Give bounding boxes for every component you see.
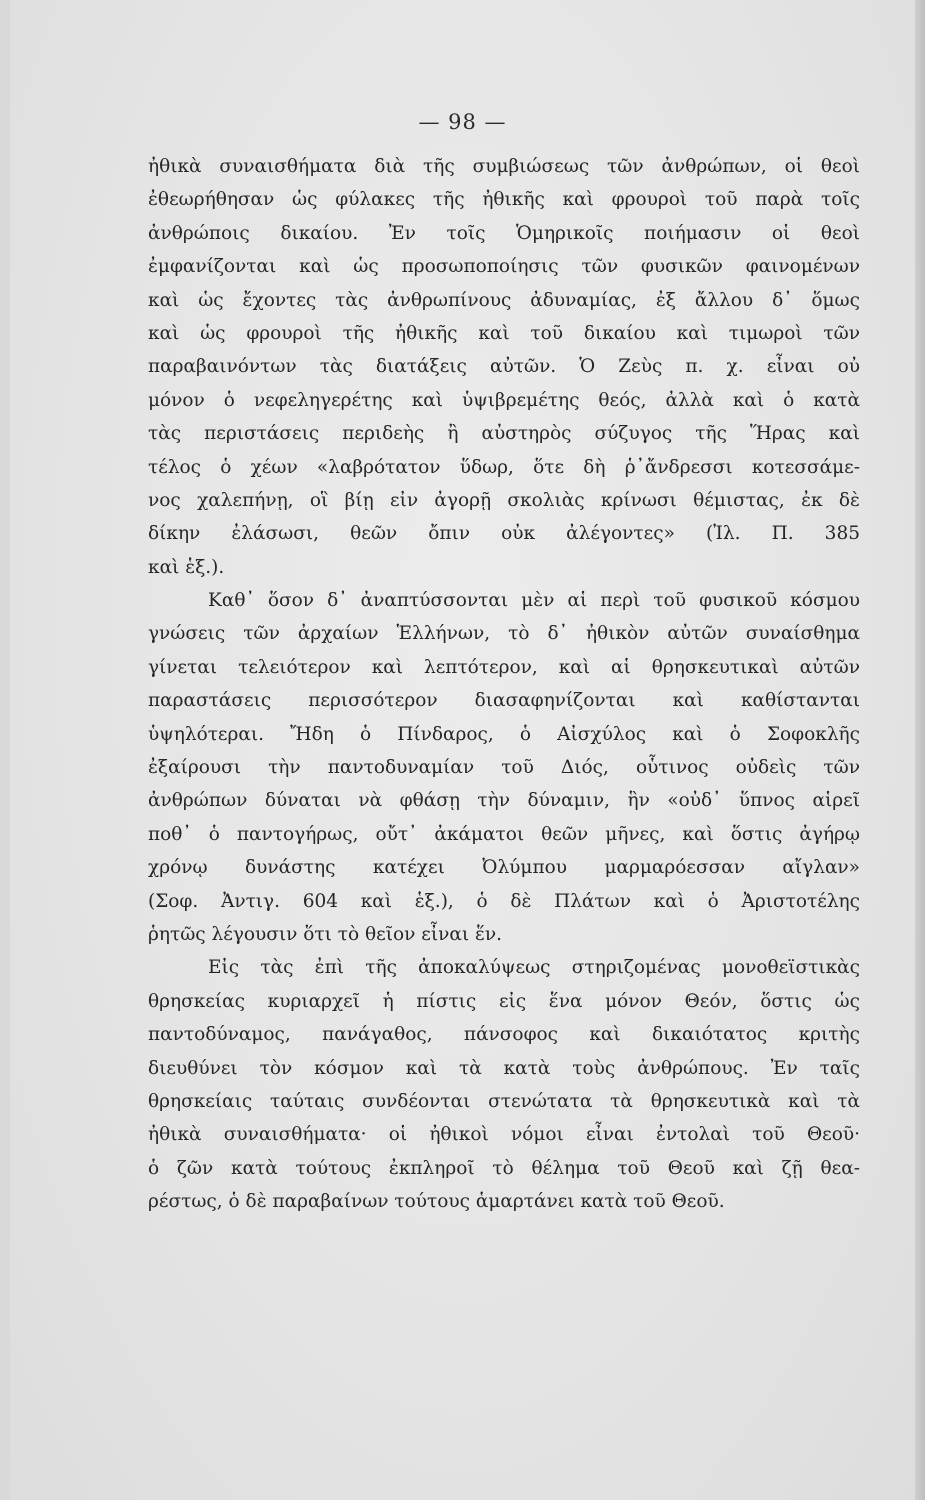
text-line: ῥητῶς λέγουσιν ὅτι τὸ θεῖον εἶναι ἕν. [148, 923, 503, 945]
text-line: καὶ ὡς φρουροὶ τῆς ἠθικῆς καὶ τοῦ δικαίου καὶ τιμωροὶ τῶν [148, 322, 860, 344]
text-line: γνώσεις τῶν ἀρχαίων Ἑλλήνων, τὸ δ᾿ ἠθικὸν αὐτῶν συναίσθημα [148, 623, 860, 645]
text-line: μόνον ὁ νεφεληγερέτης καὶ ὑψιβρεμέτης θεός, ἀλλὰ καὶ ὁ κατὰ [148, 389, 860, 411]
text-line: Εἰς τὰς ἐπὶ τῆς ἀποκαλύψεως στηριζομένας μονοθεϊστικὰς [208, 957, 860, 979]
book-page [10, 0, 915, 1500]
text-line: γίνεται τελειότερον καὶ λεπτότερον, καὶ αἱ θρησκευτικαὶ αὐτῶν [148, 656, 860, 678]
text-line: ἀνθρώπων δύναται νὰ φθάσῃ τὴν δύναμιν, ἣν «οὐδ᾿ ὕπνος αἱρεῖ [148, 790, 860, 812]
text-line: καὶ ἑξ.). [148, 556, 225, 578]
text-line: δίκην ἐλάσωσι, θεῶν ὄπιν οὐκ ἀλέγοντες» (Ἰλ. Π. 385 [148, 523, 860, 545]
body-text [148, 150, 860, 1219]
text-line: ὁ ζῶν κατὰ τούτους ἐκπληροῖ τὸ θέλημα τοῦ Θεοῦ καὶ ζῇ θεα- [148, 1157, 860, 1179]
page-number: — 98 — [418, 110, 507, 134]
text-line: ἐξαίρουσι τὴν παντοδυναμίαν τοῦ Διός, οὗτινος οὐδεὶς τῶν [148, 757, 860, 779]
text-line: χρόνῳ δυνάστης κατέχει Ὀλύμπου μαρμαρόεσσαν αἴγλαν» [148, 857, 860, 879]
text-line: ρέστως, ὁ δὲ παραβαίνων τούτους ἁμαρτάνει κατὰ τοῦ Θεοῦ. [148, 1191, 725, 1213]
text-line: τὰς περιστάσεις περιδεὴς ἢ αὐστηρὸς σύζυγος τῆς Ἥρας καὶ [148, 423, 860, 445]
text-line: παντοδύναμος, πανάγαθος, πάνσοφος καὶ δικαιότατος κριτὴς [148, 1024, 860, 1046]
text-line: (Σοφ. Ἀντιγ. 604 καὶ ἑξ.), ὁ δὲ Πλάτων καὶ ὁ Ἀριστοτέλης [148, 890, 860, 912]
text-line: καὶ ὡς ἔχοντες τὰς ἀνθρωπίνους ἀδυναμίας, ἐξ ἄλλου δ᾿ ὅμως [148, 289, 860, 311]
text-line: ποθ᾿ ὁ παντογήρως, οὔτ᾿ ἀκάματοι θεῶν μῆνες, καὶ ὅστις ἀγήρῳ [148, 823, 860, 845]
text-line: θρησκείαις ταύταις συνδέονται στενώτατα τὰ θρησκευτικὰ καὶ τὰ [148, 1090, 860, 1112]
text-line: ἐθεωρήθησαν ὡς φύλακες τῆς ἠθικῆς καὶ φρουροὶ τοῦ παρὰ τοῖς [148, 189, 860, 211]
text-line: ἠθικὰ συναισθήματα· οἱ ἠθικοὶ νόμοι εἶναι ἐντολαὶ τοῦ Θεοῦ· [148, 1124, 860, 1146]
text-line: ἐμφανίζονται καὶ ὡς προσωποποίησις τῶν φυσικῶν φαινομένων [148, 256, 860, 278]
text-line: διευθύνει τὸν κόσμον καὶ τὰ κατὰ τοὺς ἀνθρώπους. Ἐν ταῖς [148, 1057, 860, 1079]
text-line: θρησκείας κυριαρχεῖ ἡ πίστις εἰς ἕνα μόνον Θεόν, ὅστις ὡς [148, 990, 860, 1012]
text-line: ἠθικὰ συναισθήματα διὰ τῆς συμβιώσεως τῶν ἀνθρώπων, οἱ θεοὶ [148, 156, 860, 177]
text-line: νος χαλεπήνῃ, οἳ βίῃ εἰν ἀγορῇ σκολιὰς κρίνωσι θέμιστας, ἐκ δὲ [148, 489, 860, 511]
text-line: ὑψηλότεραι. Ἤδη ὁ Πίνδαρος, ὁ Αἰσχύλος καὶ ὁ Σοφοκλῆς [148, 723, 860, 745]
page-edge [915, 0, 925, 1500]
text-line: Καθ᾿ ὅσον δ᾿ ἀναπτύσσονται μὲν αἱ περὶ τοῦ φυσικοῦ κόσμου [208, 590, 860, 612]
text-line: τέλος ὁ χέων «λαβρότατον ὕδωρ, ὅτε δὴ ῥ᾿ἄνδρεσσι κοτεσσάμε- [148, 456, 860, 478]
text-line: παραβαινόντων τὰς διατάξεις αὐτῶν. Ὁ Ζεὺς π. χ. εἶναι οὐ [148, 356, 860, 378]
text-line: ἀνθρώποις δικαίου. Ἐν τοῖς Ὁμηρικοῖς ποιήμασιν οἱ θεοὶ [148, 222, 860, 244]
text-line: παραστάσεις περισσότερον διασαφηνίζονται καὶ καθίστανται [148, 690, 860, 712]
